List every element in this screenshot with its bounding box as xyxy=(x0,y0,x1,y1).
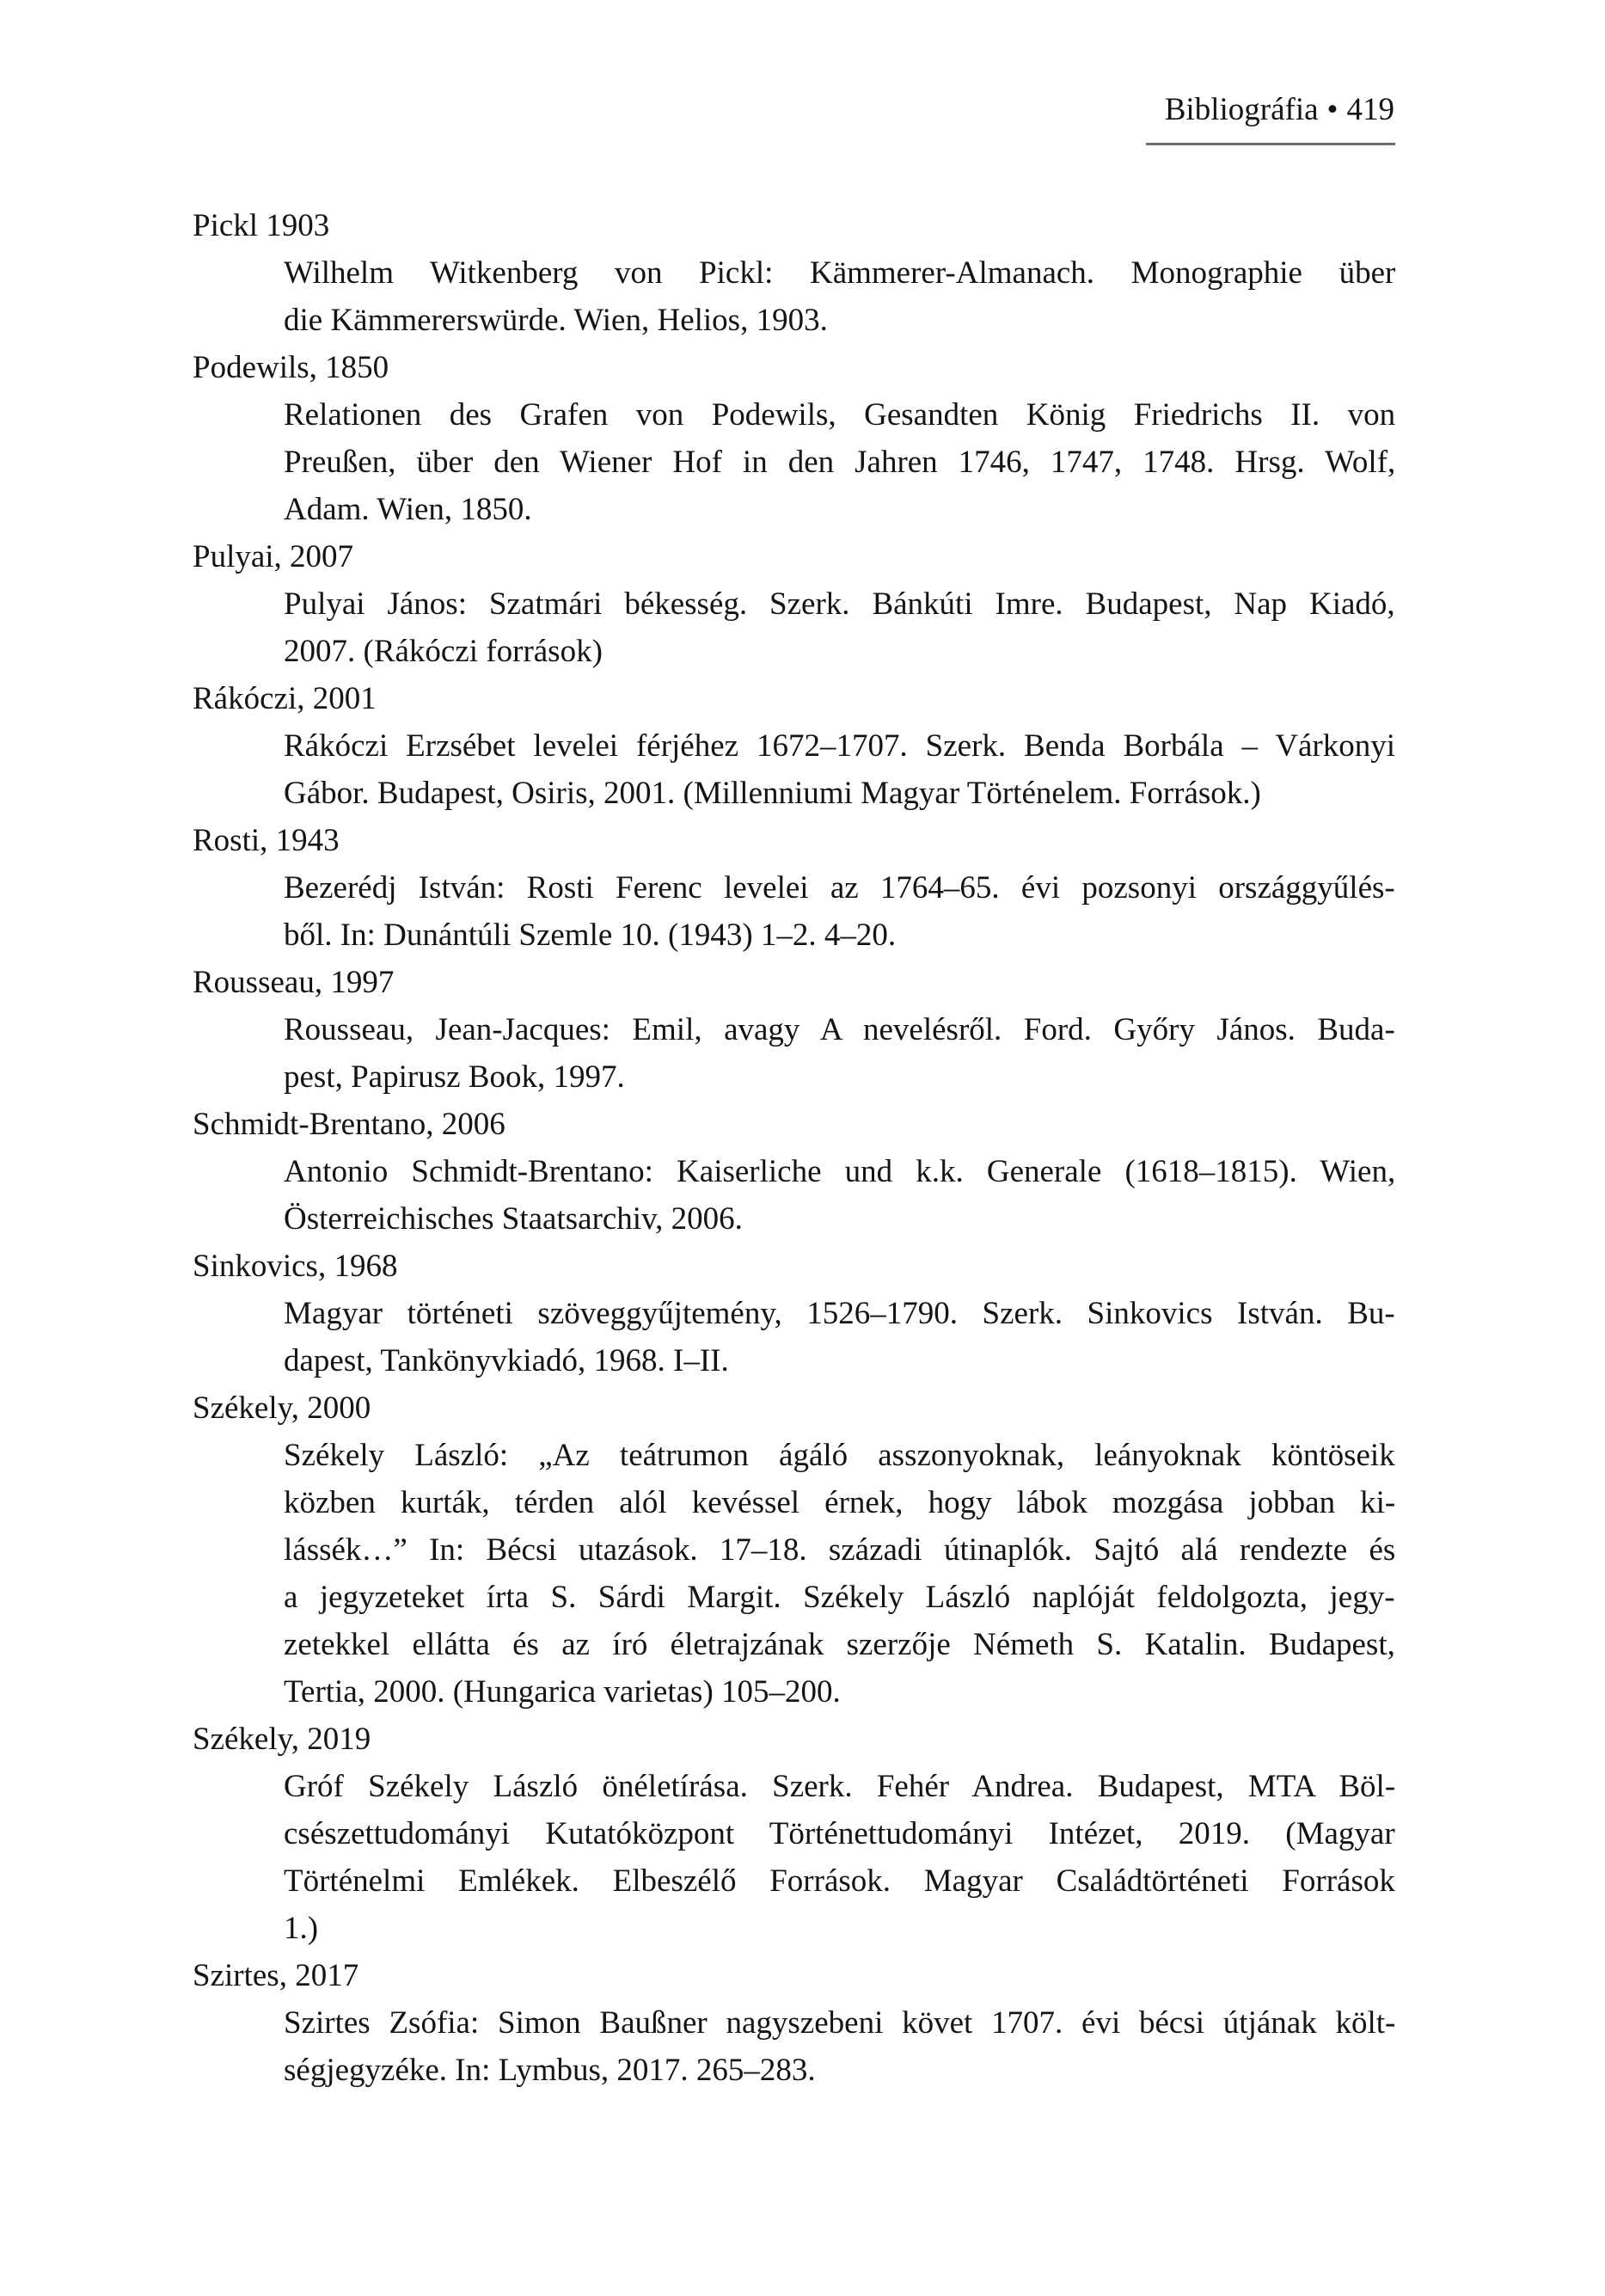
citation-line: 2007. (Rákóczi források) xyxy=(284,634,603,669)
entry-key: Pulyai, 2007 xyxy=(193,539,354,574)
entry-citation xyxy=(284,1290,1395,1384)
entry-citation xyxy=(284,580,1395,675)
citation-line: Adam. Wien, 1850. xyxy=(284,492,532,527)
bibliography-entry xyxy=(193,1101,1396,1243)
citation-line: Tertia, 2000. (Hungarica varietas) 105–200. xyxy=(284,1674,841,1710)
citation-line: Bezerédj István: Rosti Ferenc levelei az 1764–65. évi pozsonyi országgyűlés- xyxy=(284,870,1395,906)
citation-line: Preußen, über den Wiener Hof in den Jahren 1746, 1747, 1748. Hrsg. Wolf, xyxy=(284,445,1396,480)
entry-key: Sinkovics, 1968 xyxy=(193,1249,398,1284)
citation-line: Relationen des Grafen von Podewils, Gesandten König Friedrichs II. von xyxy=(284,397,1396,433)
citation-line: zetekkel ellátta és az író életrajzának szerzője Németh S. Katalin. Budapest, xyxy=(284,1627,1395,1662)
citation-line: die Kämmererswürde. Wien, Helios, 1903. xyxy=(284,303,828,338)
entry-citation xyxy=(284,1763,1395,1952)
citation-line: Rákóczi Erzsébet levelei férjéhez 1672–1707. Szerk. Benda Borbála – Várkonyi xyxy=(284,728,1396,764)
running-head xyxy=(1165,90,1394,130)
citation-line: Österreichisches Staatsarchiv, 2006. xyxy=(284,1201,743,1237)
entry-citation xyxy=(284,1148,1395,1243)
citation-line: pest, Papirusz Book, 1997. xyxy=(284,1059,625,1095)
entry-key: Székely, 2019 xyxy=(193,1722,371,1757)
bibliography-entry xyxy=(193,202,1396,344)
citation-line: Gábor. Budapest, Osiris, 2001. (Millenniumi Magyar Történelem. Források.) xyxy=(284,776,1261,811)
header-rule xyxy=(1146,143,1395,145)
citation-line: Wilhelm Witkenberg von Pickl: Kämmerer-Almanach. Monographie über xyxy=(284,255,1396,291)
citation-line: Szirtes Zsófia: Simon Baußner nagyszebeni követ 1707. évi bécsi útjának költ- xyxy=(284,2005,1396,2041)
bibliography-entry xyxy=(193,1243,1396,1384)
citation-line: 1.) xyxy=(284,1911,319,1946)
citation-line: ből. In: Dunántúli Szemle 10. (1943) 1–2. 4–20. xyxy=(284,918,897,953)
citation-line: Pulyai János: Szatmári békesség. Szerk. Bánkúti Imre. Budapest, Nap Kiadó, xyxy=(284,586,1395,622)
citation-line: közben kurták, térden alól kevéssel érnek, hogy lábok mozgása jobban ki- xyxy=(284,1485,1396,1520)
citation-line: Gróf Székely László önéletírása. Szerk. Fehér Andrea. Budapest, MTA Böl- xyxy=(284,1769,1396,1804)
bibliography-entry xyxy=(193,344,1396,533)
entry-key: Székely, 2000 xyxy=(193,1390,371,1426)
citation-line: lássék…” In: Bécsi utazások. 17–18. századi útinaplók. Sajtó alá rendezte és xyxy=(284,1532,1396,1568)
citation-line: Antonio Schmidt-Brentano: Kaiserliche und k.k. Generale (1618–1815). Wien, xyxy=(284,1154,1396,1189)
citation-line: dapest, Tankönyvkiadó, 1968. I–II. xyxy=(284,1343,729,1378)
entry-key: Podewils, 1850 xyxy=(193,350,389,385)
citation-line: csészettudományi Kutatóközpont Történettudományi Intézet, 2019. (Magyar xyxy=(284,1816,1395,1851)
citation-line: a jegyzeteket írta S. Sárdi Margit. Székely László naplóját feldolgozta, jegy- xyxy=(284,1580,1395,1615)
section-title: Bibliográfia xyxy=(1164,92,1319,127)
entry-key: Pickl 1903 xyxy=(193,208,330,243)
entry-citation xyxy=(284,1999,1395,2094)
bibliography-entry xyxy=(193,1952,1396,2094)
bibliography-entry xyxy=(193,959,1396,1101)
entry-citation xyxy=(284,1432,1395,1716)
citation-line: Magyar történeti szöveggyűjtemény, 1526–1790. Szerk. Sinkovics István. Bu- xyxy=(284,1296,1395,1331)
bullet-separator: • xyxy=(1326,92,1339,127)
citation-line: Székely László: „Az teátrumon ágáló asszonyoknak, leányoknak köntöseik xyxy=(284,1438,1395,1473)
bibliography-entry xyxy=(193,1384,1396,1716)
bibliography-entry xyxy=(193,533,1396,675)
entry-citation xyxy=(284,1006,1395,1101)
bibliography-entry xyxy=(193,675,1396,817)
bibliography-entry xyxy=(193,817,1396,959)
entry-key: Rousseau, 1997 xyxy=(193,965,395,1000)
entry-citation xyxy=(284,391,1395,533)
page-number: 419 xyxy=(1346,92,1394,127)
entry-citation xyxy=(284,722,1395,817)
entry-citation xyxy=(284,864,1395,959)
bibliography-entry xyxy=(193,1716,1396,1952)
entry-citation xyxy=(284,249,1395,344)
entry-key: Schmidt-Brentano, 2006 xyxy=(193,1107,505,1142)
entry-key: Rákóczi, 2001 xyxy=(193,681,377,716)
citation-line: Rousseau, Jean-Jacques: Emil, avagy A nevelésről. Ford. Győry János. Buda- xyxy=(284,1012,1395,1047)
citation-line: Történelmi Emlékek. Elbeszélő Források. Magyar Családtörténeti Források xyxy=(284,1863,1395,1899)
citation-line: ségjegyzéke. In: Lymbus, 2017. 265–283. xyxy=(284,2053,816,2088)
entry-key: Szirtes, 2017 xyxy=(193,1958,359,1993)
entry-key: Rosti, 1943 xyxy=(193,823,340,858)
bibliography-list xyxy=(193,202,1396,2094)
